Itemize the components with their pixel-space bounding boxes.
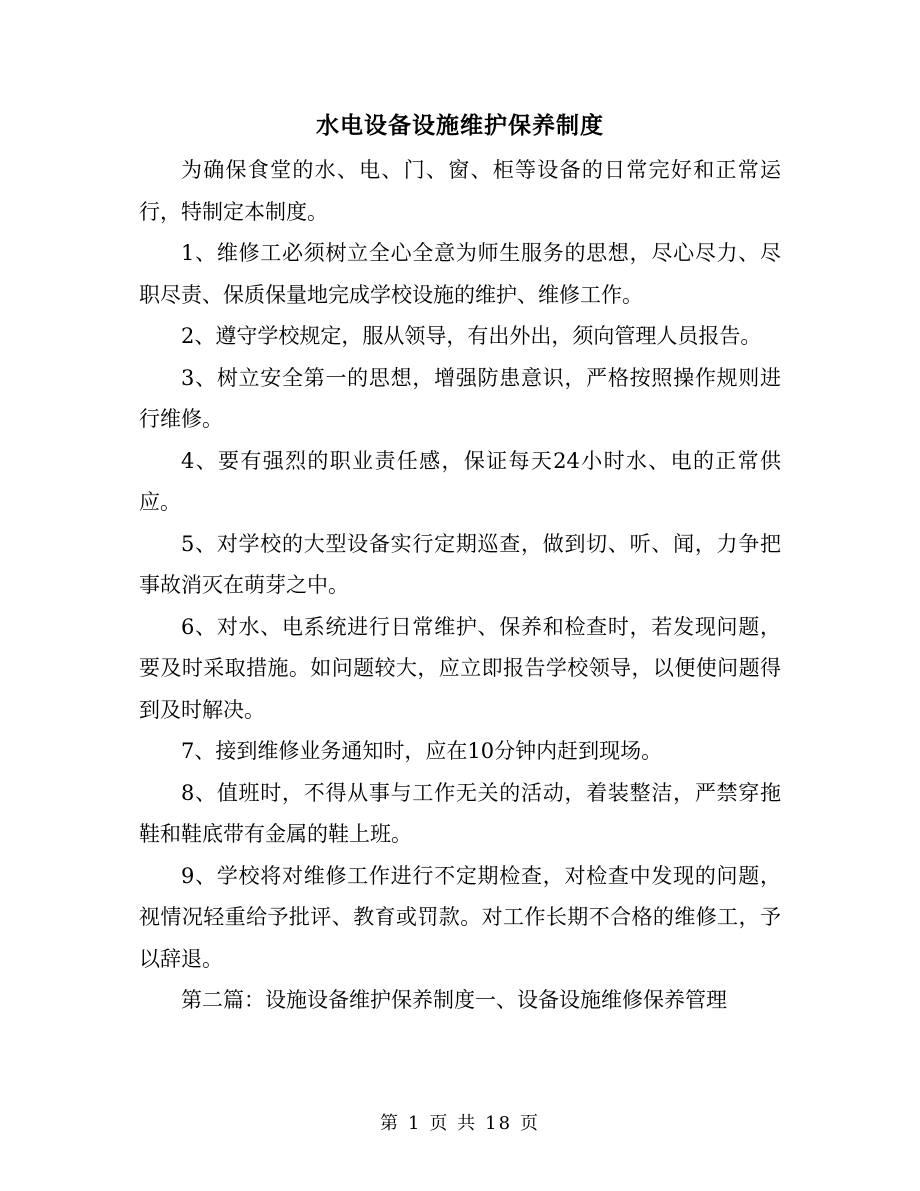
- document-title: 水电设备设施维护保养制度: [316, 113, 604, 139]
- rule-paragraph-1: 1、维修工必须树立全心全意为师生服务的思想，尽心尽力、尽职尽责、保质保量地完成学校设施的维护、维修工作。: [139, 241, 781, 307]
- rule-paragraph-4: 4、要有强烈的职业责任感，保证每天24小时水、电的正常供应。: [139, 448, 781, 514]
- rule-paragraph-3: 3、树立安全第一的思想，增强防患意识，严格按照操作规则进行维修。: [139, 365, 781, 431]
- rule-paragraph-5: 5、对学校的大型设备实行定期巡查，做到切、听、闻，力争把事故消灭在萌芽之中。: [139, 531, 781, 597]
- footer-page-number: 1: [407, 1113, 422, 1134]
- page-footer: [0, 1110, 920, 1138]
- rule-paragraph-6: 6、对水、电系统进行日常维护、保养和检查时，若发现问题，要及时采取措施。如问题较大，应立即报告学校领导，以便使问题得到及时解决。: [139, 614, 781, 722]
- rule-paragraph-7: 7、接到维修业务通知时，应在10分钟内赶到现场。: [181, 739, 663, 763]
- rule-paragraph-9: 9、学校将对维修工作进行不定期检查，对检查中发现的问题，视情况轻重给予批评、教育或罚款。对工作长期不合格的维修工，予以辞退。: [139, 863, 781, 971]
- footer-suffix: 页: [520, 1113, 541, 1134]
- footer-total-pages: 18: [485, 1113, 513, 1134]
- rule-paragraph-2: 2、遵守学校规定，服从领导，有出外出，须向管理人员报告。: [181, 324, 762, 348]
- rule-paragraph-8: 8、值班时，不得从事与工作无关的活动，着装整洁，严禁穿拖鞋和鞋底带有金属的鞋上班。: [139, 780, 781, 846]
- second-part-heading: 第二篇：设施设备维护保养制度一、设备设施维修保养管理: [181, 988, 727, 1012]
- document-body: [139, 150, 781, 1022]
- intro-paragraph: 为确保食堂的水、电、门、窗、柜等设备的日常完好和正常运行，特制定本制度。: [139, 158, 781, 224]
- footer-middle: 页 共: [429, 1113, 478, 1134]
- footer-prefix: 第: [379, 1113, 400, 1134]
